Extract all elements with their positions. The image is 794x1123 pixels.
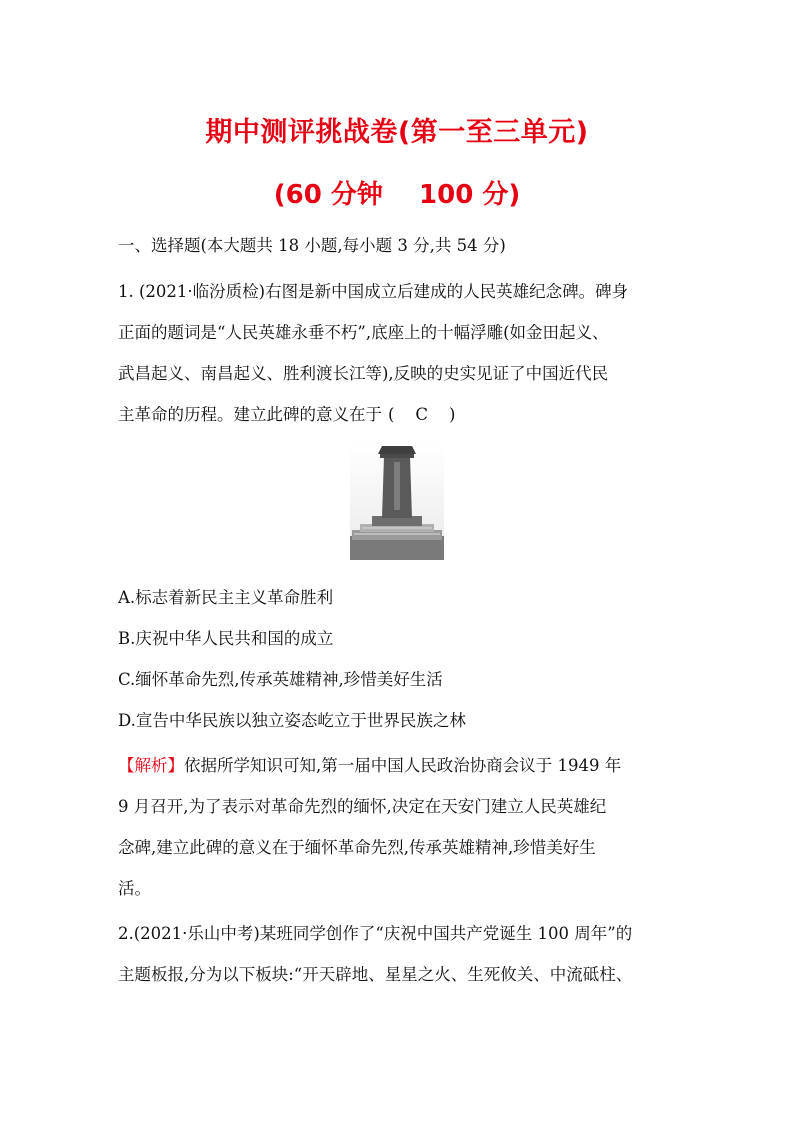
question-1-line-1: 1. (2021·临汾质检)右图是新中国成立后建成的人民英雄纪念碑。碑身 xyxy=(118,282,629,301)
option-b: B.庆祝中华人民共和国的成立 xyxy=(118,629,334,648)
question-2-line-2: 主题板报,分为以下板块:“开天辟地、星星之火、生死攸关、中流砥柱、 xyxy=(118,965,633,984)
question-1-answer: ( C ) xyxy=(388,405,456,424)
question-1-line-2: 正面的题词是“人民英雄永垂不朽”,底座上的十幅浮雕(如金田起义、 xyxy=(118,323,609,342)
monument-photo xyxy=(350,444,444,560)
question-1-line-4-text: 主革命的历程。建立此碑的意义在于 xyxy=(118,405,382,424)
analysis-line-2: 9 月召开,为了表示对革命先烈的缅怀,决定在天安门建立人民英雄纪 xyxy=(118,797,607,816)
section-heading xyxy=(118,225,678,266)
option-d: D.宣告中华民族以独立姿态屹立于世界民族之林 xyxy=(118,711,466,730)
exam-duration-score: (60 分钟 100 分) xyxy=(273,180,521,210)
section-label: 一、选择题(本大题共 18 小题,每小题 3 分,共 54 分) xyxy=(118,236,506,255)
analysis-line-3: 念碑,建立此碑的意义在于缅怀革命先烈,传承英雄精神,珍惜美好生 xyxy=(118,838,596,857)
question-2-line-1: 2.(2021·乐山中考)某班同学创作了“庆祝中国共产党诞生 100 周年”的 xyxy=(118,924,633,943)
option-a: A.标志着新民主主义革命胜利 xyxy=(118,588,334,607)
analysis-line-4: 活。 xyxy=(118,879,151,898)
analysis-tag: 【解析】 xyxy=(118,756,184,775)
option-c: C.缅怀革命先烈,传承英雄精神,珍惜美好生活 xyxy=(118,670,443,689)
monument-roof xyxy=(378,446,416,454)
question-1-stem xyxy=(118,271,678,435)
question-2-stem xyxy=(118,913,678,995)
analysis-line-1 xyxy=(118,745,678,786)
question-1-line-3: 武昌起义、南昌起义、胜利渡长江等),反映的史实见证了中国近代民 xyxy=(118,364,609,383)
question-1-analysis xyxy=(118,745,678,909)
monument-inscription-panel xyxy=(394,462,400,510)
question-1-options xyxy=(118,577,678,741)
monument-cap xyxy=(380,454,414,458)
exam-title: 期中测评挑战卷(第一至三单元) xyxy=(205,117,589,148)
question-1-line-4 xyxy=(118,394,678,435)
analysis-line-1-text: 依据所学知识可知,第一届中国人民政治协商会议于 1949 年 xyxy=(184,756,622,775)
